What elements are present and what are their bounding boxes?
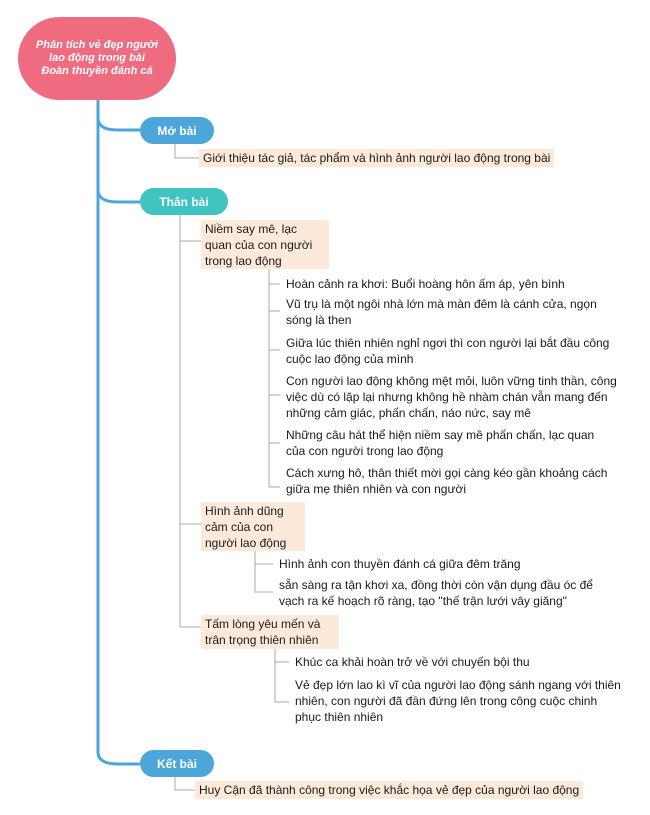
than-bai-node [140,188,228,215]
mo-bai-content: Giới thiệu tác giả, tác phẩm và hình ảnh người lao động trong bài [199,149,554,167]
than-bai-label: Thân bài [159,194,209,209]
mo-bai-node [140,117,214,144]
group-1-item-4: Con người lao động không mệt mỏi, luôn vững tinh thần, công việc dù có lặp lại nhưng không hề nhàm chán vẫn mang đến những cảm giác, phấn chấn, náo nức, say mê [286,374,617,420]
group-3-item-1: Khúc ca khải hoàn trở về với chuyến bội thu [295,655,530,669]
root-title: Phân tích vẻ đẹp người lao động trong bài Đoàn thuyền đánh cá [35,39,159,77]
mo-bai-label: Mở bài [157,123,197,138]
group-1-item-1: Hoàn cảnh ra khơi: Buổi hoàng hôn ấm áp, yên bình [286,277,565,291]
group-1-item-5: Những câu hát thể hiện niềm say mê phấn chấn, lạc quan của con người trong lao động [286,428,595,458]
group-3-item-2: Vẻ đẹp lớn lao kì vĩ của người lao động sánh ngang với thiên nhiên, con người đã đần đứng lên trong công cuộc chinh phục thiên nhiên [295,678,621,724]
ket-bai-label: Kết bài [156,756,197,771]
group-2-item-2: sẵn sàng ra tận khơi xa, đồng thời còn vận dụng đầu óc để vạch ra kế hoạch rõ ràng, tạo "thế trận lưới vây giăng" [279,578,593,608]
group-3-title: Tấm lòng yêu mến và trân trọng thiên nhiên [201,615,339,649]
group-1-title: Niềm say mê, lạc quan của con người trong lao động [201,220,329,269]
group-2-item-1: Hình ảnh con thuyền đánh cá giữa đêm trăng [279,557,521,571]
ket-bai-content: Huy Cận đã thành công trong việc khắc họa vẻ đẹp của người lao động [195,781,583,799]
root-topic [18,17,176,100]
group-1-item-2: Vũ trụ là một ngôi nhà lớn mà màn đêm là cánh cửa, ngọn sóng là then [286,297,597,327]
ket-bai-node [140,750,214,777]
group-1-item-6: Cách xưng hô, thân thiết mời gọi càng kéo gần khoảng cách giữa mẹ thiên nhiên và con người [286,466,608,496]
group-1-item-3: Giữa lúc thiên nhiên nghỉ ngơi thì con người lại bắt đầu công cuộc lao động của mình [286,336,610,366]
group-2-title: Hình ảnh dũng cảm của con người lao động [201,502,305,551]
